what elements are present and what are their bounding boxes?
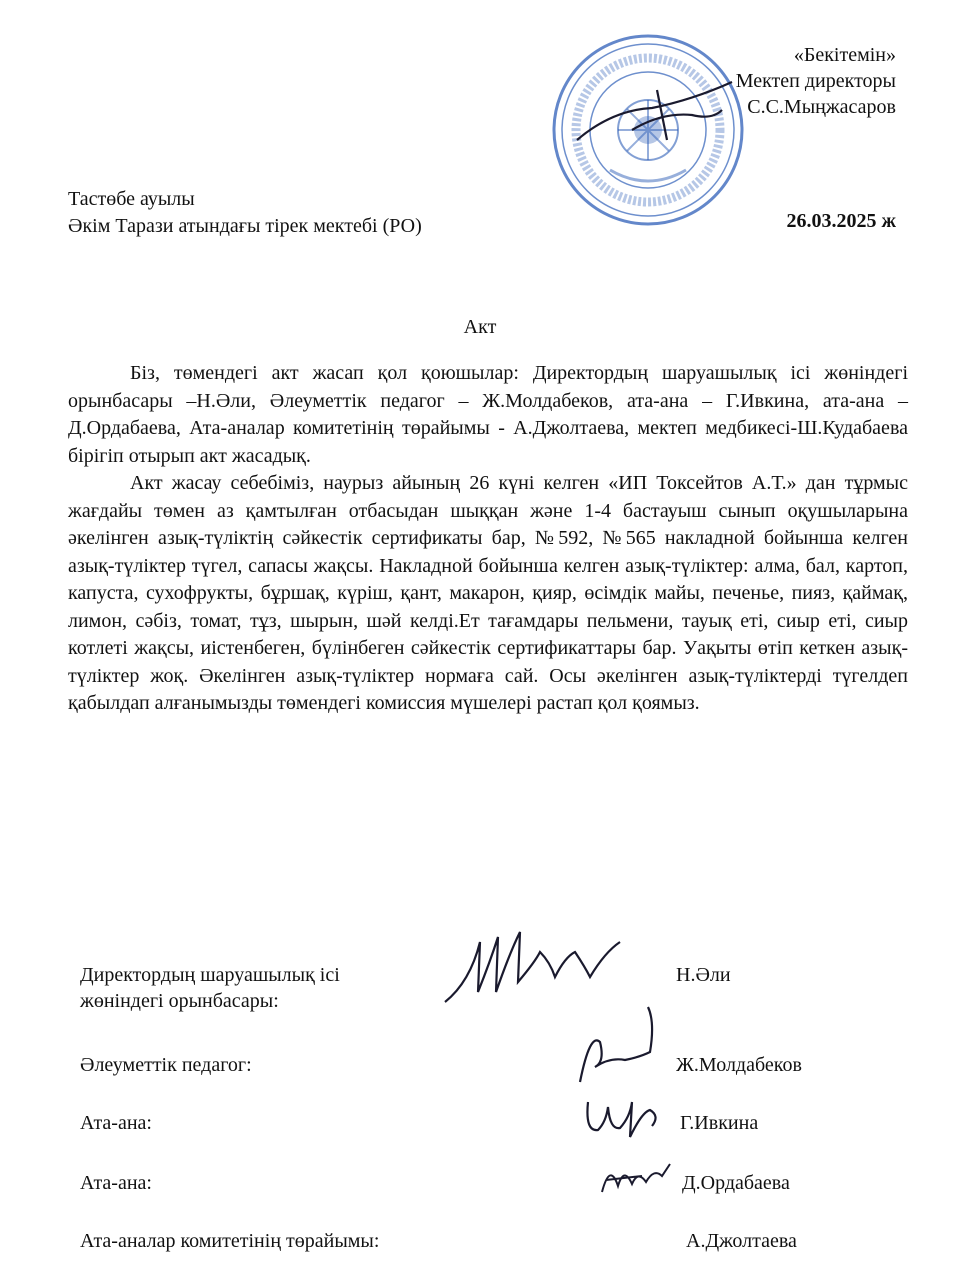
signer-role: Ата-ана:: [80, 1172, 152, 1194]
approval-director-name: С.С.Мыңжасаров: [747, 96, 896, 118]
signer-role: [80, 962, 340, 1014]
handwritten-signature: [570, 1002, 670, 1092]
signer-name: Д.Ордабаева: [682, 1172, 790, 1194]
document-date: 26.03.2025 ж: [786, 210, 896, 232]
act-body: [68, 360, 908, 718]
approval-block: [736, 42, 896, 120]
signature-row-committee-chair: [80, 1228, 860, 1258]
school-name: Әкім Тарази атындағы тірек мектебі (РО): [68, 215, 422, 237]
handwritten-signature: [580, 1092, 670, 1142]
signature-row-parent-1: [80, 1110, 860, 1140]
act-paragraph-2: Акт жасау себебіміз, наурыз айының 26 күні келген «ИП Токсейтов А.Т.» дан тұрмыс жағдайы төмен аз қамтылған отбасыдан шыққан және 1-4 бастауыш сынып оқушыларына әкелінген азық-түліктің сәйкестік сертификаты бар, №592, №565 накладной бойынша келген азық-түліктер түгел, сапасы жақсы. Накладной бойынша келген азық-түліктер: алма, бал, картоп, капуста, сухофрукты, бұршақ, күріш, қант, макарон, қияр, өсімдік майы, печенье, пияз, қаймақ, лимон, сәбіз, томат, тұз, шырын, шәй келді.Ет тағамдары пельмени, тауық еті, сиыр еті, сиыр котлеті жақсы, иістенбеген, бүлінбеген сәйкестік сертификаттары бар. Уақыты өтіп кеткен азық-түліктер жоқ. Әкелінген азық-түліктер нормаға сай. Осы әкелінген азық-түліктерді түгелдеп қабылдап алғанымызды төмендегі комиссия мүшелері растап қол қоямыз.: [68, 472, 908, 714]
signature-row-social-pedagogue: [80, 1052, 860, 1082]
act-paragraph-1: Біз, төмендегі акт жасап қол қоюшылар: Директордың шаруашылық ісі жөніндегі орынбасары –Н.Әли, Әлеуметтік педагог – Ж.Молдабеков, ата-ана – Г.Ивкина, ата-ана – Д.Ордабаева, Ата-аналар комитетінің төрайымы - А.Джолтаева, мектеп медбикесі-Ш.Кудабаева бірігіп отырып акт жасадық.: [68, 362, 908, 467]
signer-role: Әлеуметтік педагог:: [80, 1054, 252, 1076]
signer-name: Г.Ивкина: [680, 1112, 759, 1134]
handwritten-signature: [596, 1156, 676, 1200]
signature-row-deputy: [80, 962, 860, 1022]
document-title: Акт: [463, 316, 497, 338]
approval-heading: «Бекітемін»: [793, 44, 896, 66]
location-block: [68, 186, 422, 240]
signer-role: Ата-ана:: [80, 1112, 152, 1134]
director-signature: [572, 70, 742, 160]
signer-role: Ата-аналар комитетінің төрайымы:: [80, 1230, 380, 1252]
signer-role-line: Директордың шаруашылық ісі: [80, 964, 340, 986]
signer-role-line: жөніндегі орынбасары:: [80, 990, 279, 1012]
handwritten-signature: [440, 922, 640, 1012]
signer-name: Н.Әли: [676, 964, 731, 986]
signer-name: Ж.Молдабеков: [676, 1054, 802, 1076]
approval-position: Мектеп директоры: [735, 70, 896, 92]
signature-row-parent-2: [80, 1170, 860, 1200]
village-name: Тастөбе ауылы: [68, 188, 195, 210]
signer-name: А.Джолтаева: [686, 1230, 797, 1252]
